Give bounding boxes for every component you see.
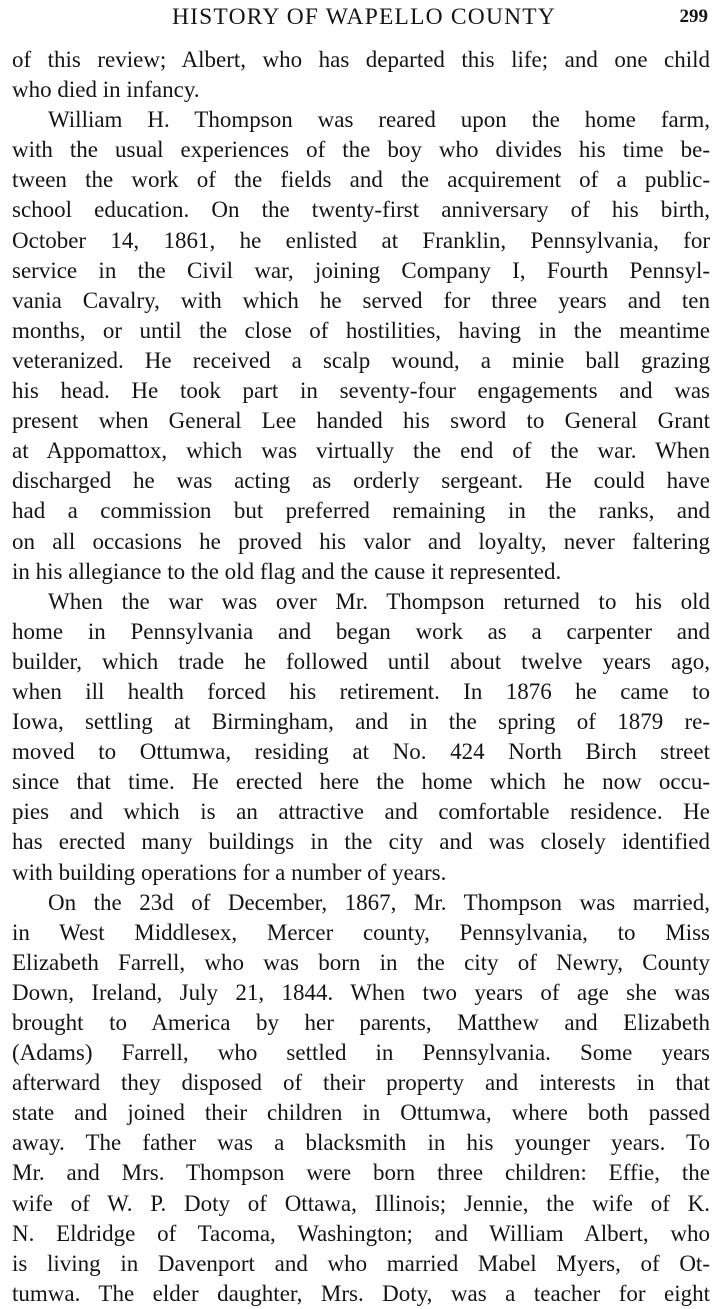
text-line: tumwa. The elder daughter, Mrs. Doty, was a teacher for eight [12,1280,710,1306]
text-line: Down, Ireland, July 21, 1844. When two years of age she was [12,979,710,1005]
text-line: Elizabeth Farrell, who was born in the city of Newry, County [12,949,710,975]
text-line: service in the Civil war, joining Company I, Fourth Pennsyl- [12,257,710,283]
text-line: October 14, 1861, he enlisted at Franklin, Pennsylvania, for [12,227,710,253]
text-line: had a commission but preferred remaining in the ranks, and [12,498,710,524]
page-number: 299 [679,6,708,27]
text-line: Iowa, settling at Birmingham, and in the spring of 1879 re- [12,709,710,735]
text-line: discharged he was acting as orderly sergeant. He could have [12,468,710,494]
text-line: home in Pennsylvania and began work as a carpenter and [12,618,710,644]
text-line: of this review; Albert, who has departed this life; and one child [12,47,710,72]
text-line: N. Eldridge of Tacoma, Washington; and William Albert, who [12,1220,710,1246]
text-line: present when General Lee handed his sword to General Grant [12,408,710,434]
running-title: HISTORY OF WAPELLO COUNTY [171,4,557,30]
text-line: away. The father was a blacksmith in his younger years. To [12,1130,710,1156]
text-line: veteranized. He received a scalp wound, a minie ball grazing [12,347,710,373]
running-head [12,2,712,32]
text-line: (Adams) Farrell, who settled in Pennsylvania. Some years [12,1040,710,1066]
body-text [12,45,710,1309]
text-line: William H. Thompson was reared upon the home farm, [48,107,710,133]
text-line: when ill health forced his retirement. In 1876 he came to [12,678,710,704]
text-line: since that time. He erected here the home which he now occu- [12,769,710,795]
text-line: in his allegiance to the old flag and the cause it represented. [12,558,562,584]
text-line: afterward they disposed of their property and interests in that [12,1070,710,1096]
text-line: On the 23d of December, 1867, Mr. Thompson was married, [48,889,710,915]
text-line: Mr. and Mrs. Thompson were born three children: Effie, the [12,1160,710,1186]
text-line: is living in Davenport and who married Mabel Myers, of Ot- [12,1250,710,1276]
text-line: on all occasions he proved his valor and loyalty, never faltering [12,528,710,554]
text-line: who died in infancy. [12,77,200,103]
text-line: state and joined their children in Ottumwa, where both passed [12,1100,710,1126]
text-line: with building operations for a number of years. [12,859,447,885]
text-line: When the war was over Mr. Thompson returned to his old [48,588,710,614]
text-line: months, or until the close of hostilities, having in the meantime [12,317,710,343]
text-line: wife of W. P. Doty of Ottawa, Illinois; Jennie, the wife of K. [12,1190,710,1216]
text-line: at Appomattox, which was virtually the end of the war. When [12,438,710,464]
text-line: brought to America by her parents, Matthew and Elizabeth [12,1010,710,1035]
text-line: vania Cavalry, with which he served for three years and ten [12,287,710,313]
text-line: school education. On the twenty-first anniversary of his birth, [12,197,710,223]
text-line: moved to Ottumwa, residing at No. 424 North Birch street [12,739,710,765]
text-line: pies and which is an attractive and comfortable residence. He [12,799,710,825]
text-line: builder, which trade he followed until about twelve years ago, [12,648,710,674]
text-line: with the usual experiences of the boy who divides his time be- [12,137,710,163]
text-line: has erected many buildings in the city and was closely identified [12,829,710,855]
text-line: tween the work of the fields and the acquirement of a public- [12,167,710,193]
text-line: in West Middlesex, Mercer county, Pennsylvania, to Miss [12,919,710,945]
text-line: his head. He took part in seventy-four engagements and was [12,378,710,404]
